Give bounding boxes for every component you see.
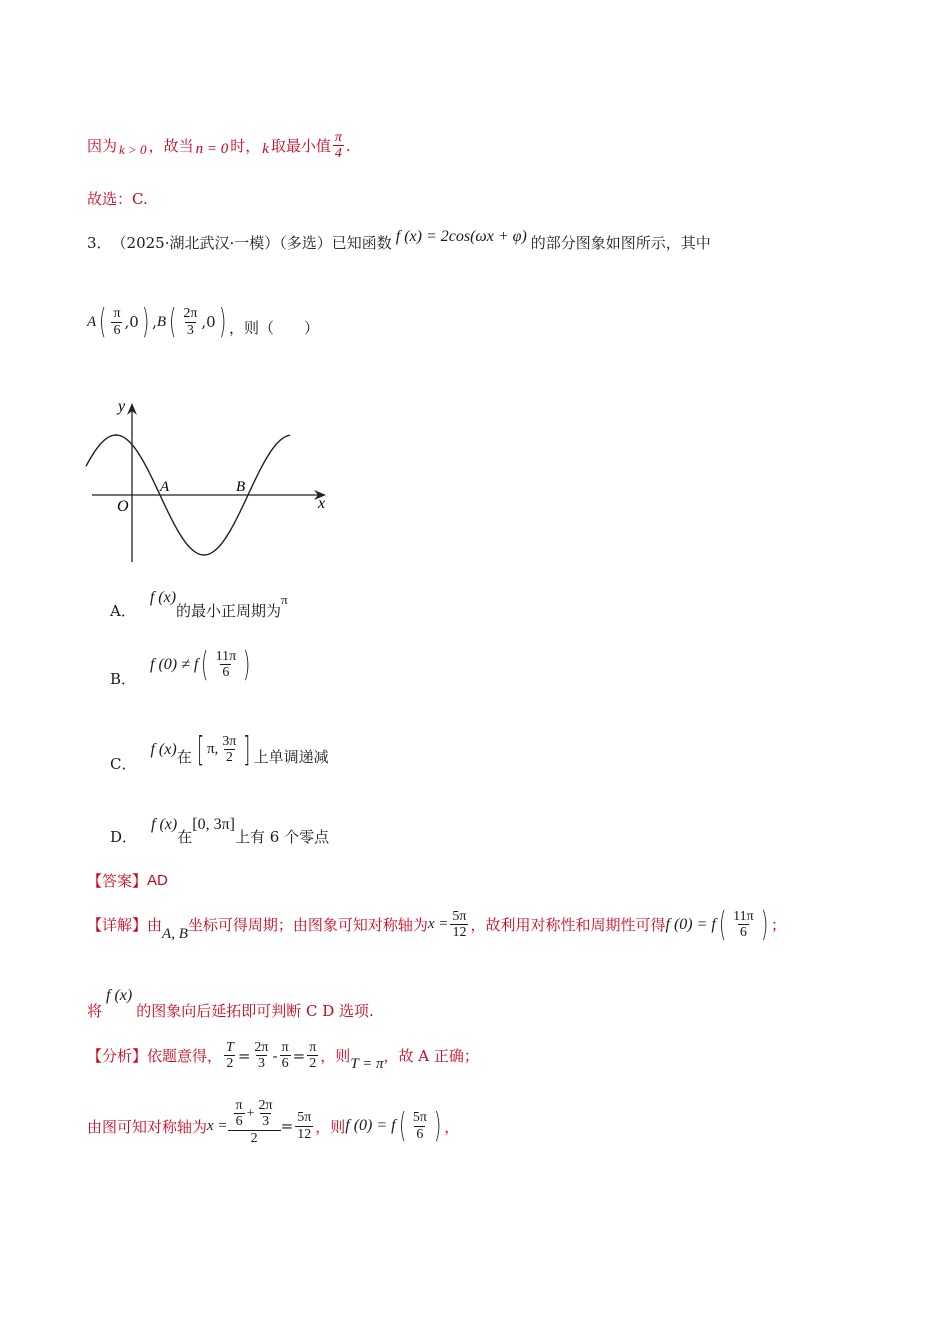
fraction bbox=[450, 909, 468, 941]
fraction bbox=[234, 1098, 245, 1130]
paren: ) bbox=[218, 302, 226, 342]
paren: ( bbox=[99, 302, 107, 342]
text: 由 bbox=[147, 916, 163, 934]
paren: ) bbox=[243, 644, 251, 685]
fraction bbox=[220, 734, 238, 766]
option-label: A． bbox=[110, 602, 136, 620]
option-text: 的最小正周期为 bbox=[176, 602, 282, 620]
denominator: 4 bbox=[334, 146, 342, 162]
interval-start: π, bbox=[206, 741, 219, 757]
text: 时， bbox=[230, 137, 261, 156]
text: ， bbox=[444, 1117, 460, 1136]
prev-solution-line2 bbox=[87, 188, 148, 209]
denominator: 3 bbox=[257, 1056, 265, 1071]
text: ，则（ ） bbox=[228, 318, 319, 337]
text: 由图可知对称轴为 bbox=[87, 1117, 208, 1136]
option-label: B． bbox=[110, 670, 137, 688]
option-label: C． bbox=[110, 755, 137, 773]
text: 的部分图象如图所示，其中 bbox=[530, 234, 711, 252]
numerator: π bbox=[309, 1039, 317, 1055]
point-A-graph-label: A bbox=[160, 479, 170, 495]
denominator: 6 bbox=[222, 665, 230, 680]
numerator: T bbox=[226, 1039, 234, 1055]
text: 故选：C. bbox=[87, 190, 148, 208]
fraction bbox=[181, 306, 199, 338]
fraction bbox=[731, 909, 756, 941]
numerator: 2π bbox=[183, 306, 198, 322]
text: 将 bbox=[87, 1002, 103, 1020]
detail-tag: 【详解】 bbox=[87, 916, 148, 934]
numerator: 5π bbox=[297, 1110, 312, 1126]
text: ，故利用对称性和周期性可得 bbox=[470, 916, 666, 934]
analysis-line bbox=[87, 1038, 479, 1073]
option-value: π bbox=[281, 591, 288, 607]
option-text: 上单调递减 bbox=[253, 748, 329, 766]
math-expr: f (x) bbox=[149, 588, 177, 606]
option-label: D． bbox=[110, 828, 138, 846]
text: ，故当 bbox=[148, 137, 194, 156]
point-A-label: A bbox=[87, 313, 97, 330]
detail-line1 bbox=[87, 906, 786, 943]
math-expr: f (x) bbox=[151, 815, 178, 833]
denominator: 6 bbox=[235, 1114, 243, 1130]
numerator: π bbox=[334, 130, 342, 145]
fraction bbox=[252, 1040, 270, 1072]
bracket: [ bbox=[196, 729, 204, 770]
prev-solution-line1 bbox=[87, 130, 351, 162]
fraction bbox=[224, 1040, 236, 1072]
numerator: 11π bbox=[215, 648, 237, 664]
minus: - bbox=[272, 1046, 278, 1065]
paren: ( bbox=[398, 1106, 406, 1147]
math-condition: k > 0 bbox=[119, 141, 147, 157]
x-axis-label: x bbox=[318, 495, 326, 512]
denominator: 6 bbox=[113, 322, 121, 338]
math-var: k bbox=[262, 141, 269, 158]
denominator: 2 bbox=[309, 1056, 317, 1071]
denominator: 3 bbox=[262, 1114, 270, 1130]
numerator: π bbox=[235, 1098, 243, 1113]
fraction bbox=[295, 1110, 313, 1142]
denominator: 12 bbox=[452, 925, 467, 940]
y-axis-label: y bbox=[118, 398, 126, 415]
answer-line bbox=[87, 870, 168, 891]
text: 坐标可得周期；由图象可知对称轴为 bbox=[187, 916, 428, 934]
problem-line2: A ( $\frac{\pi}{6}$ ,0 ) , B ( $\frac{2\pi}{3}$ ,0 ) ，则（ ） bbox=[87, 302, 319, 342]
denominator: 6 bbox=[281, 1056, 289, 1071]
denominator: 2 bbox=[226, 1056, 234, 1071]
fraction bbox=[280, 1040, 291, 1072]
numerator bbox=[230, 1098, 279, 1130]
equals: = bbox=[292, 1046, 306, 1065]
math-feq: f (0) = f bbox=[665, 915, 716, 933]
math-expr: f (x) bbox=[150, 740, 177, 758]
denominator: 6 bbox=[416, 1126, 424, 1142]
paren: ) bbox=[760, 904, 768, 945]
answer-tag: 【答案】 bbox=[87, 872, 148, 890]
paren: ( bbox=[718, 904, 727, 945]
equals: = bbox=[237, 1046, 251, 1065]
denominator: 2 bbox=[228, 1130, 281, 1146]
text: ； bbox=[770, 916, 786, 934]
math-feq: f (0) = f bbox=[345, 1117, 396, 1135]
option-b[interactable] bbox=[110, 640, 253, 689]
text: 因为 bbox=[87, 137, 118, 156]
fraction bbox=[214, 649, 239, 681]
fraction bbox=[307, 1040, 318, 1072]
numerator: π bbox=[281, 1039, 289, 1055]
compound-fraction bbox=[230, 1098, 279, 1146]
denominator: 2 bbox=[225, 750, 233, 765]
math-teq: T = π bbox=[350, 1056, 384, 1072]
math-xeq: x = bbox=[207, 1117, 228, 1134]
fraction bbox=[411, 1110, 429, 1142]
function-expression: f (x) = 2cos(ωx + φ) bbox=[395, 227, 527, 245]
math-expr: f (0) ≠ f bbox=[150, 655, 199, 673]
text: ,0 bbox=[201, 313, 216, 331]
option-d[interactable] bbox=[110, 808, 329, 847]
option-c[interactable] bbox=[110, 725, 329, 774]
text: ，则 bbox=[320, 1047, 351, 1065]
numerator: 5π bbox=[412, 1110, 427, 1126]
origin-label: O bbox=[117, 498, 129, 515]
equals: = bbox=[280, 1117, 294, 1136]
math-expr: f (x) bbox=[106, 986, 133, 1004]
fraction bbox=[257, 1098, 275, 1130]
numerator: 5π bbox=[452, 908, 467, 924]
problem-number: 3． bbox=[87, 234, 112, 252]
symmetry-line bbox=[87, 1098, 459, 1146]
text: 的图象向后延拓即可判断 C D 选项. bbox=[136, 1002, 374, 1020]
paren: ( bbox=[169, 302, 177, 342]
denominator: 3 bbox=[186, 322, 194, 338]
problem-line1 bbox=[87, 227, 711, 253]
option-text: 在 bbox=[177, 828, 193, 846]
answer-value: AD bbox=[147, 872, 168, 889]
option-text: 在 bbox=[176, 748, 192, 766]
text: . bbox=[345, 136, 351, 155]
math-xeq: x = bbox=[427, 916, 449, 932]
interval: [0, 3π] bbox=[192, 815, 235, 833]
text: 依题意得， bbox=[147, 1047, 223, 1065]
math-condition: n = 0 bbox=[195, 141, 229, 158]
numerator: 2π bbox=[254, 1039, 269, 1055]
text: ,0 bbox=[124, 313, 139, 331]
plus: + bbox=[246, 1106, 255, 1122]
point-B-graph-label: B bbox=[236, 479, 246, 495]
numerator: 11π bbox=[733, 908, 754, 924]
numerator: π bbox=[113, 306, 121, 322]
text: ，故 A 正确； bbox=[383, 1047, 479, 1065]
denominator: 12 bbox=[297, 1126, 312, 1142]
numerator: 3π bbox=[222, 733, 237, 749]
denominator: 6 bbox=[739, 925, 747, 940]
text: 取最小值 bbox=[270, 137, 331, 156]
detail-line2 bbox=[87, 980, 374, 1021]
fraction bbox=[111, 306, 122, 338]
paren: ) bbox=[141, 302, 150, 342]
option-text: 上有 6 个零点 bbox=[234, 828, 330, 846]
bracket: ] bbox=[243, 729, 251, 770]
paren: ( bbox=[201, 644, 209, 685]
option-a[interactable] bbox=[110, 582, 288, 621]
fraction bbox=[333, 130, 344, 162]
text: ，则 bbox=[315, 1117, 346, 1136]
point-B-label: B bbox=[156, 313, 167, 330]
paren: ) bbox=[433, 1106, 442, 1147]
function-graph bbox=[80, 395, 340, 575]
analysis-tag: 【分析】 bbox=[87, 1047, 148, 1065]
numerator: 2π bbox=[258, 1098, 273, 1113]
problem-source: （2025·湖北武汉·一模）（多选）已知函数 bbox=[111, 234, 392, 252]
math-points: A, B bbox=[162, 926, 188, 942]
